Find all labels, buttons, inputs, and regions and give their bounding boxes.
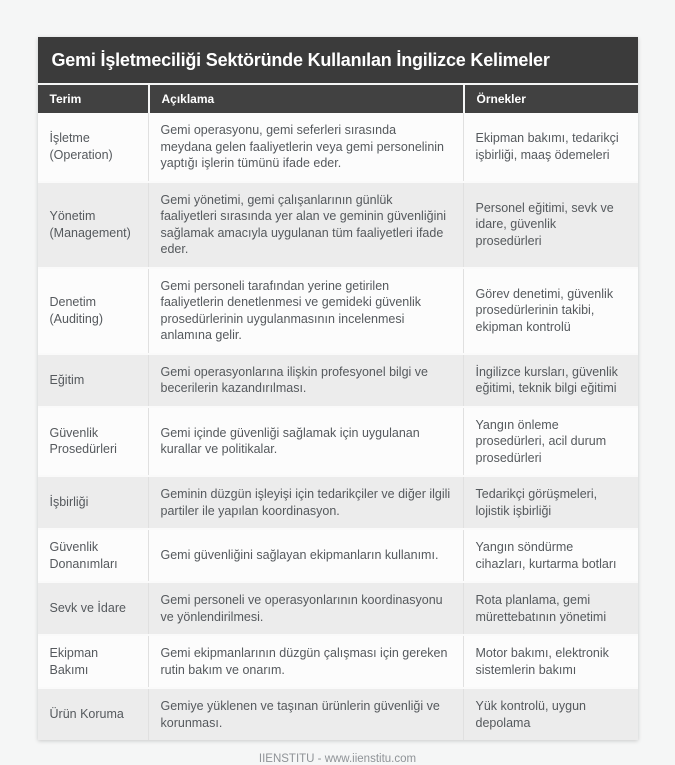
description-cell: Gemi personeli tarafından yerine getirilen faaliyetlerin denetlenmesi ve gemideki güvenlik prosedürlerinin uygulanmasının incelenmesi anlamına gelir. — [148, 269, 463, 353]
table-row — [38, 475, 638, 528]
term-cell: Denetim (Auditing) — [49, 295, 103, 326]
column-header-ornekler: Örnekler — [463, 85, 638, 113]
examples-cell: Personel eğitimi, sevk ve idare, güvenlik prosedürleri — [463, 183, 638, 267]
page-title: Gemi İşletmeciliği Sektöründe Kullanılan İngilizce Kelimeler — [38, 37, 638, 83]
term-cell: Ekipman Bakımı — [49, 646, 99, 677]
footer-credit: IIENSTITU - www.iienstitu.com — [258, 753, 417, 765]
examples-cell: Yük kontrolü, uygun depolama — [463, 689, 638, 740]
examples-cell: Ekipman bakımı, tedarikçi işbirliği, maaş ödemeleri — [463, 113, 638, 181]
table-body — [38, 113, 638, 740]
table-row — [38, 581, 638, 634]
table-row — [38, 634, 638, 687]
term-cell: İşbirliği — [49, 495, 89, 510]
column-header-terim: Terim — [38, 85, 148, 113]
examples-cell: Yangın söndürme cihazları, kurtarma botları — [463, 530, 638, 581]
examples-cell: Rota planlama, gemi mürettebatının yönetimi — [463, 583, 638, 634]
description-cell: Gemi personeli ve operasyonlarının koordinasyonu ve yönlendirilmesi. — [148, 583, 463, 634]
examples-cell: İngilizce kursları, güvenlik eğitimi, teknik bilgi eğitimi — [463, 355, 638, 406]
description-cell: Gemi içinde güvenliği sağlamak için uygulanan kurallar ve politikalar. — [148, 408, 463, 476]
table-row — [38, 687, 638, 740]
description-cell: Geminin düzgün işleyişi için tedarikçiler ve diğer ilgili partiler ile yapılan koordinasyon. — [148, 477, 463, 528]
examples-cell: Tedarikçi görüşmeleri, lojistik işbirliği — [463, 477, 638, 528]
term-cell: Ürün Koruma — [49, 707, 124, 722]
table-row — [38, 353, 638, 406]
description-cell: Gemi güvenliğini sağlayan ekipmanların kullanımı. — [148, 530, 463, 581]
description-cell: Gemi ekipmanlarının düzgün çalışması için gereken rutin bakım ve onarım. — [148, 636, 463, 687]
table-row — [38, 267, 638, 353]
table-header-row — [38, 85, 638, 113]
examples-cell: Görev denetimi, güvenlik prosedürlerinin takibi, ekipman kontrolü — [463, 269, 638, 353]
term-cell: Güvenlik Donanımları — [49, 540, 118, 571]
term-cell: Yönetim (Management) — [49, 209, 131, 240]
examples-cell: Yangın önleme prosedürleri, acil durum prosedürleri — [463, 408, 638, 476]
table-row — [38, 181, 638, 267]
description-cell: Gemi operasyonlarına ilişkin profesyonel bilgi ve becerilerin kazandırılması. — [148, 355, 463, 406]
description-cell: Gemiye yüklenen ve taşınan ürünlerin güvenliği ve korunması. — [148, 689, 463, 740]
vocabulary-table-card — [38, 37, 638, 740]
examples-cell: Motor bakımı, elektronik sistemlerin bakımı — [463, 636, 638, 687]
description-cell: Gemi operasyonu, gemi seferleri sırasında meydana gelen faaliyetlerin veya gemi personelinin yaptığı işlerin tümünü ifade eder. — [148, 113, 463, 181]
term-cell: Güvenlik Prosedürleri — [49, 425, 117, 457]
description-cell: Gemi yönetimi, gemi çalışanlarının günlük faaliyetleri sırasında yer alan ve geminin güvenliğini sağlamak amacıyla uygulanan tüm faaliyetleri ifade eder. — [148, 183, 463, 267]
column-header-aciklama: Açıklama — [148, 85, 463, 113]
table-row — [38, 406, 638, 476]
table-row — [38, 113, 638, 181]
term-cell: Sevk ve İdare — [49, 601, 126, 616]
term-cell: Eğitim — [49, 372, 85, 387]
term-cell: İşletme (Operation) — [49, 131, 113, 162]
table-row — [38, 528, 638, 581]
